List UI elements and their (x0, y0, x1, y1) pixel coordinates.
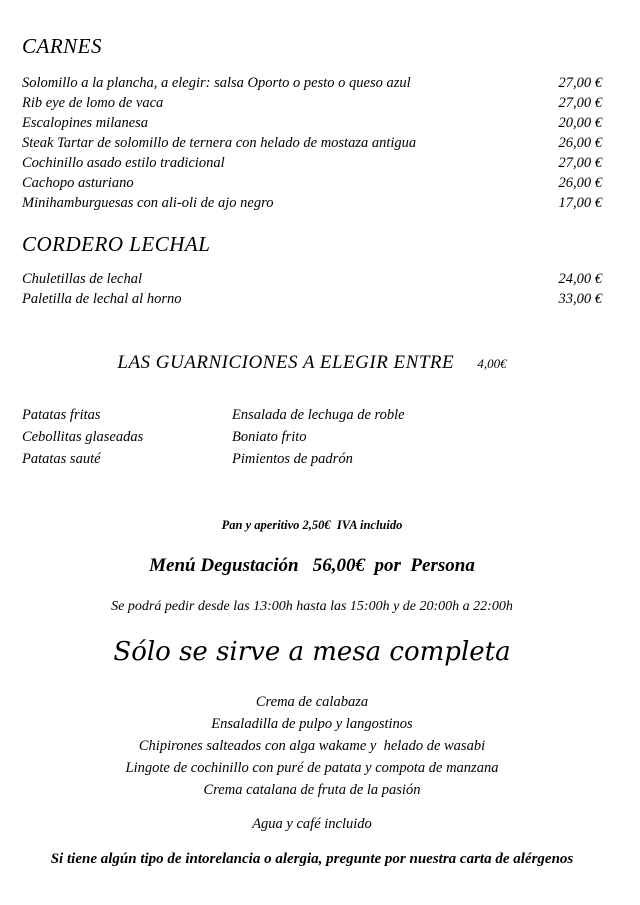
menu-item-price: 24,00 € (558, 271, 602, 287)
sides-right-column (232, 404, 405, 470)
menu-item-row (22, 113, 602, 133)
menu-item-name: Solomillo a la plancha, a elegir: salsa Oporto o pesto o queso azul (22, 75, 411, 91)
tasting-menu-schedule: Se podrá pedir desde las 13:00h hasta las 15:00h y de 20:00h a 22:00h (111, 599, 513, 614)
allergy-note: Si tiene algún tipo de intorelancia o alergia, pregunte por nuestra carta de alérgenos (50, 851, 574, 867)
menu-item-price: 17,00 € (558, 195, 602, 211)
sides-title: LAS GUARNICIONES A ELEGIR ENTRE (117, 352, 455, 373)
water-coffee-included-note: Agua y café incluido (252, 816, 372, 832)
side-item: Patatas sauté (22, 451, 101, 467)
menu-item-price: 33,00 € (558, 291, 602, 307)
menu-item-row (22, 93, 602, 113)
course-item: Chipirones salteados con alga wakame y helado de wasabi (138, 738, 486, 754)
menu-item-price: 27,00 € (558, 155, 602, 171)
menu-item-name: Steak Tartar de solomillo de ternera con helado de mostaza antigua (22, 135, 417, 151)
menu-item-row (22, 193, 602, 213)
menu-item-row (22, 153, 602, 173)
menu-item-price: 27,00 € (558, 75, 602, 91)
side-item: Ensalada de lechuga de roble (232, 407, 405, 423)
section-title-carnes: CARNES (22, 34, 102, 58)
course-item: Lingote de cochinillo con puré de patata y compota de manzana (125, 760, 499, 776)
tasting-menu-title: Menú Degustación 56,00€ por Persona (149, 555, 475, 576)
section-title-cordero-lechal: CORDERO LECHAL (22, 232, 211, 256)
sides-header (22, 351, 602, 376)
course-item: Crema de calabaza (255, 694, 369, 710)
menu-item-name: Minihamburguesas con ali-oli de ajo negro (22, 195, 274, 211)
bread-aperitif-note: Pan y aperitivo 2,50€ IVA incluido (221, 518, 403, 532)
menu-item-row (22, 289, 602, 309)
menu-item-row (22, 173, 602, 193)
menu-item-name: Chuletillas de lechal (22, 271, 143, 287)
menu-item-row (22, 133, 602, 153)
menu-item-row (22, 73, 602, 93)
carnes-item-list (22, 73, 602, 213)
menu-item-name: Cochinillo asado estilo tradicional (22, 155, 225, 171)
sides-left-column (22, 404, 232, 470)
menu-item-name: Escalopines milanesa (22, 115, 149, 131)
menu-item-price: 26,00 € (558, 135, 602, 151)
menu-item-name: Rib eye de lomo de vaca (22, 95, 164, 111)
tasting-menu-courses (22, 691, 602, 801)
course-item: Ensaladilla de pulpo y langostinos (211, 716, 413, 732)
menu-item-row (22, 269, 602, 289)
menu-item-price: 26,00 € (558, 175, 602, 191)
course-item: Crema catalana de fruta de la pasión (203, 782, 421, 798)
side-item: Pimientos de padrón (232, 451, 353, 467)
sides-price: 4,00€ (477, 356, 507, 371)
side-item: Cebollitas glaseadas (22, 429, 144, 445)
menu-item-price: 20,00 € (558, 115, 602, 131)
menu-item-name: Paletilla de lechal al horno (22, 291, 182, 307)
side-item: Patatas fritas (22, 407, 101, 423)
full-table-notice: Sólo se sirve a mesa completa (113, 637, 511, 667)
menu-item-price: 27,00 € (558, 95, 602, 111)
sides-columns (22, 404, 602, 470)
cordero-item-list (22, 269, 602, 309)
side-item: Boniato frito (232, 429, 307, 445)
menu-item-name: Cachopo asturiano (22, 175, 134, 191)
